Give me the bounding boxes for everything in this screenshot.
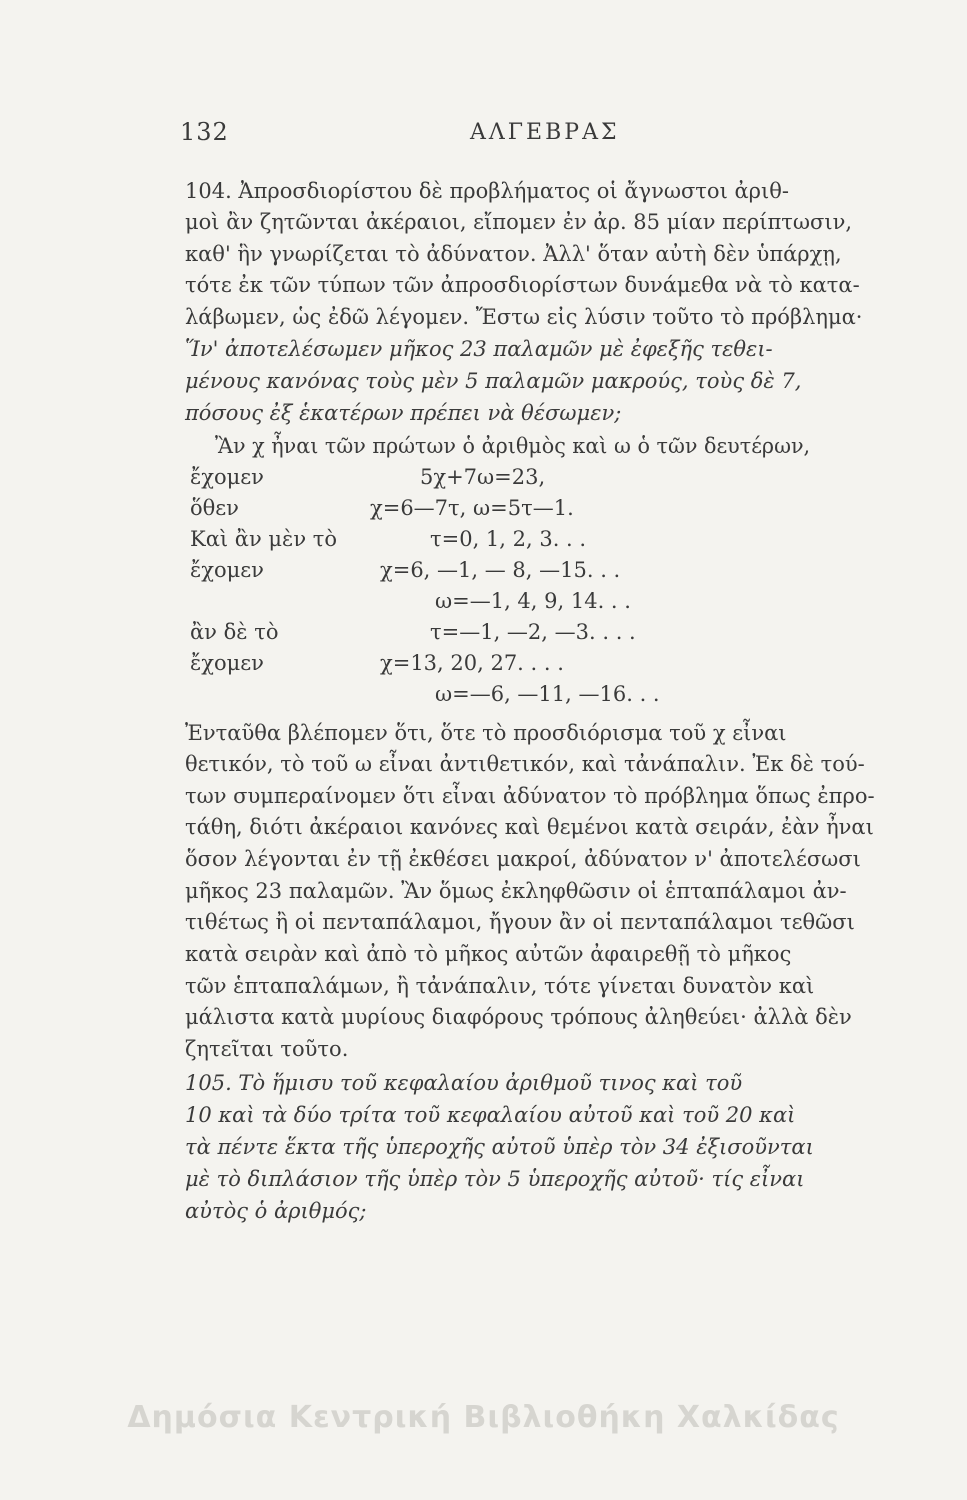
paragraph-line: καθ' ἣν γνωρίζεται τὸ ἀδύνατον. Ἀλλ' ὅταν αὐτὴ δὲν ὑπάρχῃ, [185,242,842,266]
problem-line: 10 καὶ τὰ δύο τρίτα τοῦ κεφαλαίου αὐτοῦ καὶ τοῦ 20 καὶ [185,1103,796,1127]
problem-line: μένους κανόνας τοὺς μὲν 5 παλαμῶν μακρούς, τοὺς δὲ 7, [185,369,802,393]
equation: χ=13, 20, 27. . . . [380,651,564,675]
equation: χ=6, —1, — 8, —15. . . [380,558,621,582]
library-watermark: Δημόσια Κεντρική Βιβλιοθήκη Χαλκίδας [127,1400,840,1435]
equation: τ=—1, —2, —3. . . . [430,620,636,644]
paragraph-line: μοὶ ἂν ζητῶνται ἀκέραιοι, εἴπομεν ἐν ἀρ. 85 μίαν περίπτωσιν, [185,210,853,234]
problem-line: τὰ πέντε ἕκτα τῆς ὑπεροχῆς αὐτοῦ ὑπὲρ τὸν 34 ἐξισοῦνται [185,1135,814,1159]
paragraph-line: ζητεῖται τοῦτο. [185,1037,349,1061]
paragraph-line: τιθέτως ἢ οἱ πενταπάλαμοι, ἤγουν ἂν οἱ πενταπάλαμοι τεθῶσι [185,910,855,934]
equation-label: ἔχομεν [190,465,264,489]
equation-label: ἔχομεν [190,651,264,675]
problem-line: Ἵν' ἀποτελέσωμεν μῆκος 23 παλαμῶν μὲ ἐφεξῆς τεθει- [185,337,773,361]
equation-label: ἂν δὲ τὸ [190,620,279,644]
paragraph-line: μάλιστα κατὰ μυρίους διαφόρους τρόπους ἀληθεύει· ἀλλὰ δὲν [185,1005,852,1029]
paragraph-line: τάθη, διότι ἀκέραιοι κανόνες καὶ θεμένοι κατὰ σειράν, ἐὰν ἦναι [185,815,874,839]
equation-label: Καὶ ἂν μὲν τὸ [190,527,338,551]
equation: χ=6—7τ, ω=5τ—1. [370,496,574,520]
equation: τ=0, 1, 2, 3. . . [430,527,587,551]
running-head: ΑΛΓΕΒΡΑΣ [470,120,620,145]
equation: 5χ+7ω=23, [420,465,546,489]
equation: ω=—6, —11, —16. . . [435,682,660,706]
paragraph-line: Ἐνταῦθα βλέπομεν ὅτι, ὅτε τὸ προσδιόρισμα τοῦ χ εἶναι [185,721,787,745]
paragraph-line: τῶν ἑπταπαλάμων, ἢ τἀνάπαλιν, τότε γίνεται δυνατὸν καὶ [185,974,815,998]
paragraph-line: 104. Ἀπροσδιορίστου δὲ προβλήματος οἱ ἄγνωστοι ἀριθ- [185,179,789,203]
paragraph-line: των συμπεραίνομεν ὅτι εἶναι ἀδύνατον τὸ πρόβλημα ὅπως ἐπρο- [185,784,875,808]
paragraph-line: λάβωμεν, ὡς ἐδῶ λέγομεν. Ἔστω εἰς λύσιν τοῦτο τὸ πρόβλημα· [185,305,863,329]
equation-label: ὅθεν [190,496,239,520]
problem-line: 105. Τὸ ἥμισυ τοῦ κεφαλαίου ἀριθμοῦ τινος καὶ τοῦ [185,1071,743,1095]
paragraph-line: μῆκος 23 παλαμῶν. Ἂν ὅμως ἐκληφθῶσιν οἱ ἑπταπάλαμοι ἀν- [185,879,847,903]
problem-line: μὲ τὸ διπλάσιον τῆς ὑπὲρ τὸν 5 ὑπεροχῆς αὐτοῦ· τίς εἶναι [185,1167,805,1191]
paragraph-line: τότε ἐκ τῶν τύπων τῶν ἀπροσδιορίστων δυνάμεθα νὰ τὸ κατα- [185,273,860,297]
problem-line: πόσους ἐξ ἑκατέρων πρέπει νὰ θέσωμεν; [185,401,622,425]
equation-label: ἔχομεν [190,558,264,582]
paragraph-line: Ἂν χ ἦναι τῶν πρώτων ὁ ἀριθμὸς καὶ ω ὁ τῶν δευτέρων, [215,434,811,458]
paragraph-line: ὅσον λέγονται ἐν τῇ ἐκθέσει μακροί, ἀδύνατον ν' ἀποτελέσωσι [185,847,861,871]
paragraph-line: κατὰ σειρὰν καὶ ἀπὸ τὸ μῆκος αὐτῶν ἀφαιρεθῇ τὸ μῆκος [185,942,792,966]
page-number: 132 [180,118,229,146]
paragraph-line: θετικόν, τὸ τοῦ ω εἶναι ἀντιθετικόν, καὶ τἀνάπαλιν. Ἐκ δὲ τού- [185,752,865,776]
problem-line: αὐτὸς ὁ ἀριθμός; [185,1199,367,1223]
equation: ω=—1, 4, 9, 14. . . [435,589,631,613]
page-header [180,118,880,158]
